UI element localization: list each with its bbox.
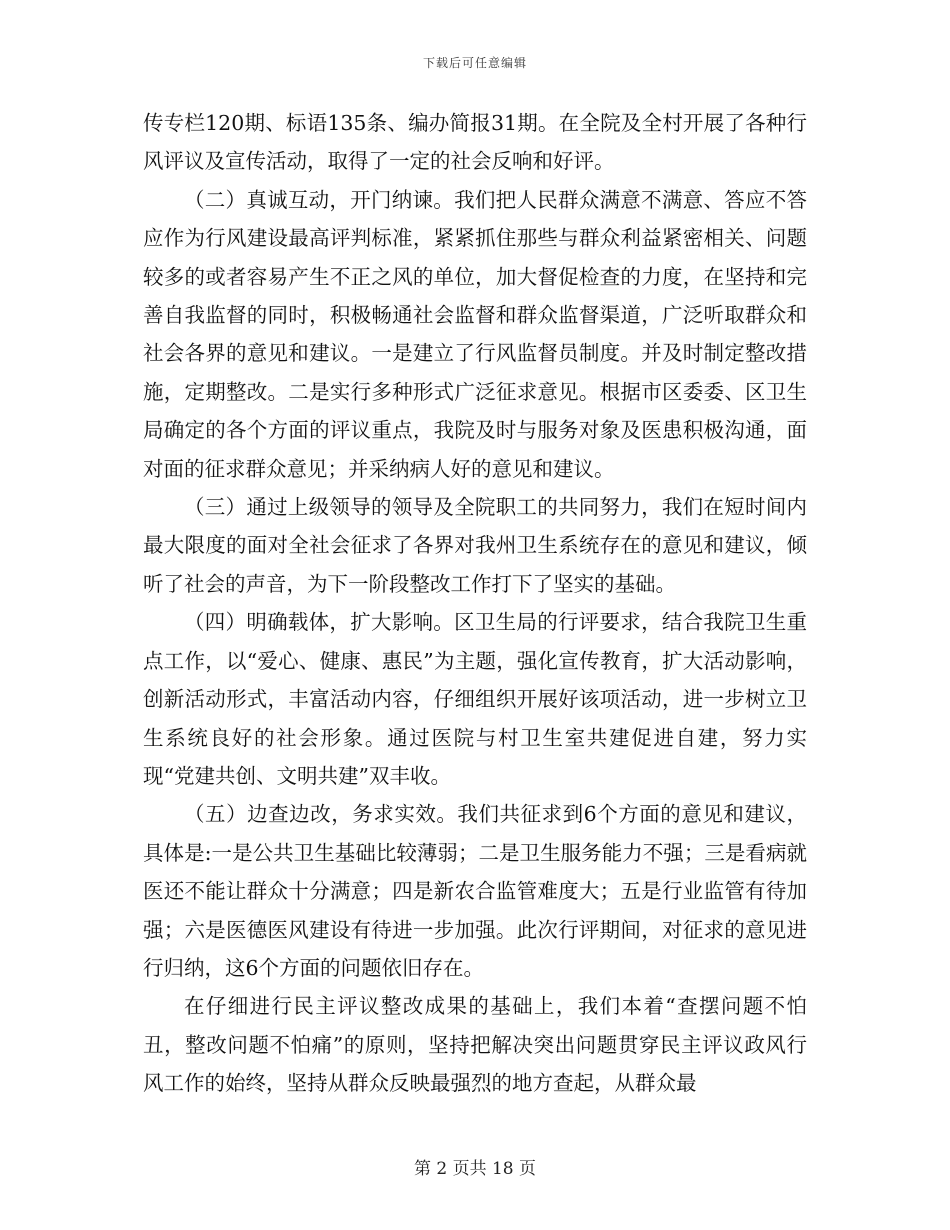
paragraph-continuation: 传专栏120期、标语135条、编办简报31期。在全院及全村开展了各种行风评议及宣传活动，取得了一定的社会反响和好评。: [143, 111, 807, 174]
document-body: [143, 104, 807, 1103]
paragraph-section-2: （二）真诚互动，开门纳谏。我们把人民群众满意不满意、答应不答应作为行风建设最高评判标准，紧紧抓住那些与群众利益紧密相关、问题较多的或者容易产生不正之风的单位，加大督促检查的力度，在坚持和完善自我监督的同时，积极畅通社会监督和群众监督渠道，广泛听取群众和社会各界的意见和建议。一是建立了行风监督员制度。并及时制定整改措施，定期整改。二是实行多种形式广泛征求意见。根据市区委委、区卫生局确定的各个方面的评议重点，我院及时与服务对象及医患积极沟通，面对面的征求群众意见；并采纳病人好的意见和建议。: [143, 187, 807, 481]
paragraph-section-5: （五）边查边改，务求实效。我们共征求到6个方面的意见和建议，具体是:一是公共卫生基础比较薄弱；二是卫生服务能力不强；三是看病就医还不能让群众十分满意；四是新农合监管难度大；五是行业监管有待加强；六是医德医风建设有待进一步加强。此次行评期间，对征求的意见进行归纳，这6个方面的问题依旧存在。: [143, 802, 807, 980]
paragraph-closing: 在仔细进行民主评议整改成果的基础上，我们本着“查摆问题不怕丑，整改问题不怕痛”的原则，坚持把解决突出问题贯穿民主评议政风行风工作的始终，坚持从群众反映最强烈的地方查起，从群众最: [143, 994, 807, 1096]
paragraph-section-3: （三）通过上级领导的领导及全院职工的共同努力，我们在短时间内最大限度的面对全社会征求了各界对我州卫生系统存在的意见和建议，倾听了社会的声音，为下一阶段整改工作打下了坚实的基础。: [143, 495, 807, 596]
paragraph-section-4: （四）明确载体，扩大影响。区卫生局的行评要求，结合我院卫生重点工作，以“爱心、健康、惠民”为主题，强化宣传教育，扩大活动影响，创新活动形式，丰富活动内容，仔细组织开展好该项活动，进一步树立卫生系统良好的社会形象。通过医院与村卫生室共建促进自建，努力实现“党建共创、文明共建”双丰收。: [143, 610, 807, 788]
page-footer: 第 2 页共 18 页: [413, 1159, 537, 1179]
page-header: 下载后可任意编辑: [422, 56, 527, 70]
